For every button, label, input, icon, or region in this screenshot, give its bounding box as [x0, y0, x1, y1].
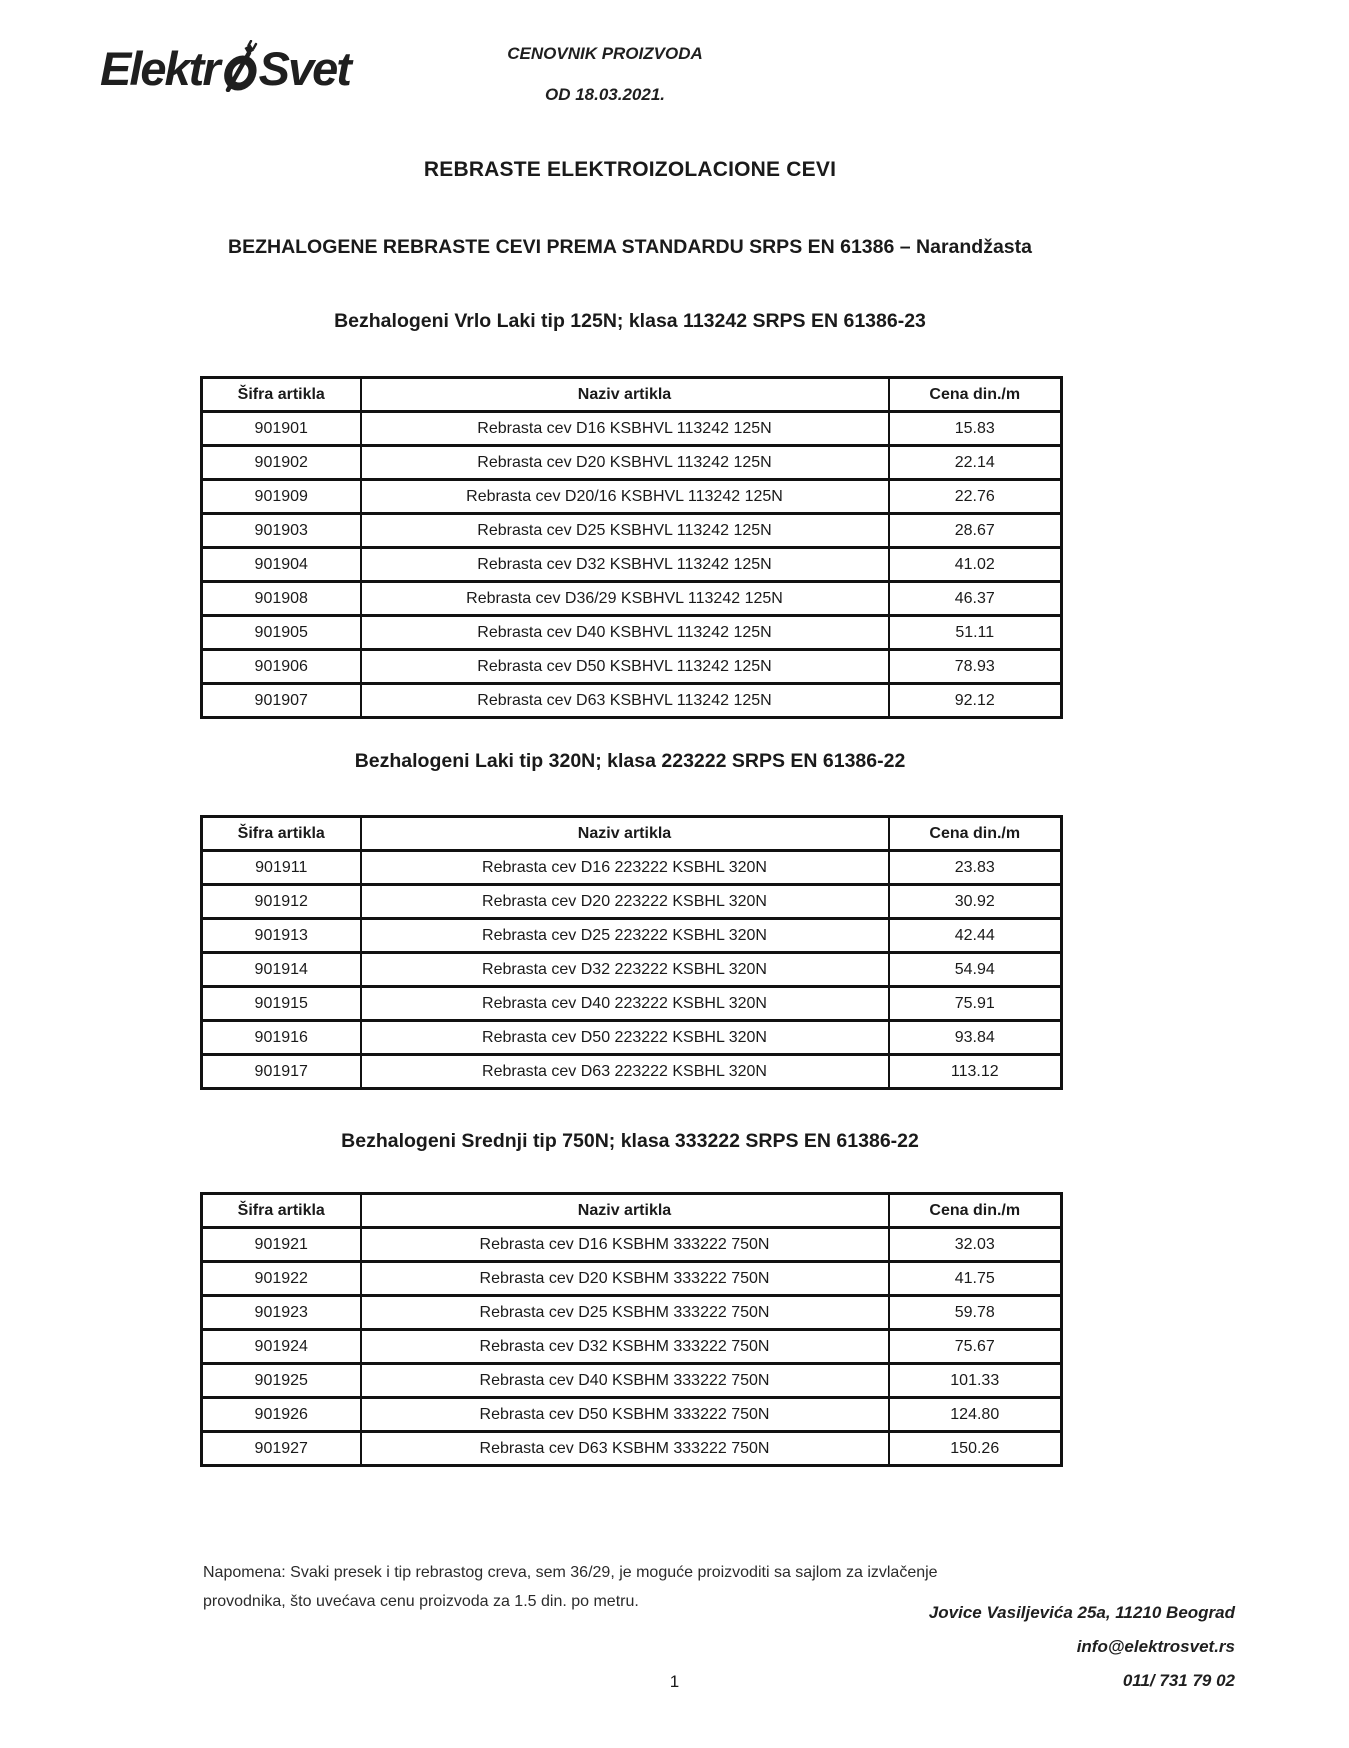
item-price: 113.12	[889, 1055, 1062, 1089]
item-name: Rebrasta cev D20/16 KSBHVL 113242 125N	[361, 480, 889, 514]
item-name: Rebrasta cev D16 KSBHM 333222 750N	[361, 1228, 889, 1262]
contact-address: Jovice Vasiljevića 25a, 11210 Beograd	[928, 1603, 1235, 1622]
table-row	[202, 1296, 1062, 1330]
table-row	[202, 1262, 1062, 1296]
table-row	[202, 1398, 1062, 1432]
plug-icon	[222, 40, 258, 103]
item-name: Rebrasta cev D63 223222 KSBHL 320N	[361, 1055, 889, 1089]
item-price: 22.14	[889, 446, 1062, 480]
table-row	[202, 1432, 1062, 1466]
section-title-2: Bezhalogeni Laki tip 320N; klasa 223222 SRPS EN 61386-22	[354, 750, 906, 772]
item-price: 124.80	[889, 1398, 1062, 1432]
price-table-1	[200, 376, 1063, 719]
table-header-row	[202, 378, 1062, 412]
logo-text-left: Elektr	[100, 42, 219, 95]
table-header-row	[202, 1194, 1062, 1228]
table-row	[202, 953, 1062, 987]
item-name: Rebrasta cev D25 KSBHVL 113242 125N	[361, 514, 889, 548]
item-code: 901901	[202, 412, 361, 446]
item-name: Rebrasta cev D40 KSBHM 333222 750N	[361, 1364, 889, 1398]
item-name: Rebrasta cev D40 KSBHVL 113242 125N	[361, 616, 889, 650]
table-row	[202, 1055, 1062, 1089]
item-code: 901927	[202, 1432, 361, 1466]
contact-phone: 011/ 731 79 02	[1122, 1671, 1235, 1690]
item-code: 901907	[202, 684, 361, 718]
table-row	[202, 650, 1062, 684]
document-date: OD 18.03.2021.	[544, 85, 666, 104]
item-price: 78.93	[889, 650, 1062, 684]
column-header-name: Naziv artikla	[361, 1194, 889, 1228]
category-title: BEZHALOGENE REBRASTE CEVI PREMA STANDARDU SRPS EN 61386 – Narandžasta	[227, 236, 1032, 258]
column-header-price: Cena din./m	[889, 1194, 1062, 1228]
item-code: 901915	[202, 987, 361, 1021]
item-code: 901906	[202, 650, 361, 684]
item-code: 901914	[202, 953, 361, 987]
table-row	[202, 684, 1062, 718]
item-price: 30.92	[889, 885, 1062, 919]
item-code: 901913	[202, 919, 361, 953]
item-code: 901917	[202, 1055, 361, 1089]
item-price: 22.76	[889, 480, 1062, 514]
item-code: 901911	[202, 851, 361, 885]
column-header-code: Šifra artikla	[202, 1194, 361, 1228]
item-name: Rebrasta cev D40 223222 KSBHL 320N	[361, 987, 889, 1021]
column-header-name: Naziv artikla	[361, 378, 889, 412]
item-name: Rebrasta cev D20 223222 KSBHL 320N	[361, 885, 889, 919]
item-price: 41.02	[889, 548, 1062, 582]
item-name: Rebrasta cev D16 223222 KSBHL 320N	[361, 851, 889, 885]
contact-email: info@elektrosvet.rs	[1076, 1637, 1235, 1656]
table-row	[202, 1330, 1062, 1364]
table-row	[202, 1364, 1062, 1398]
item-price: 75.67	[889, 1330, 1062, 1364]
item-price: 41.75	[889, 1262, 1062, 1296]
item-name: Rebrasta cev D25 KSBHM 333222 750N	[361, 1296, 889, 1330]
table-header-row	[202, 817, 1062, 851]
item-price: 15.83	[889, 412, 1062, 446]
item-name: Rebrasta cev D63 KSBHVL 113242 125N	[361, 684, 889, 718]
item-name: Rebrasta cev D63 KSBHM 333222 750N	[361, 1432, 889, 1466]
column-header-price: Cena din./m	[889, 378, 1062, 412]
item-code: 901923	[202, 1296, 361, 1330]
item-name: Rebrasta cev D25 223222 KSBHL 320N	[361, 919, 889, 953]
table-row	[202, 582, 1062, 616]
item-price: 93.84	[889, 1021, 1062, 1055]
section-title-3: Bezhalogeni Srednji tip 750N; klasa 333222 SRPS EN 61386-22	[341, 1130, 919, 1152]
item-price: 92.12	[889, 684, 1062, 718]
table-row	[202, 514, 1062, 548]
table-row	[202, 1021, 1062, 1055]
footnote-line-1: Napomena: Svaki presek i tip rebrastog creva, sem 36/29, je moguće proizvoditi sa sajlom za izvlačenje	[203, 1564, 938, 1581]
footnote-line-2: provodnika, što uvećava cenu proizvoda za 1.5 din. po metru.	[203, 1593, 639, 1610]
item-code: 901912	[202, 885, 361, 919]
item-name: Rebrasta cev D50 KSBHVL 113242 125N	[361, 650, 889, 684]
table-row	[202, 548, 1062, 582]
table-row	[202, 987, 1062, 1021]
price-table-3	[200, 1192, 1063, 1467]
item-price: 42.44	[889, 919, 1062, 953]
column-header-code: Šifra artikla	[202, 378, 361, 412]
item-code: 901926	[202, 1398, 361, 1432]
item-name: Rebrasta cev D50 223222 KSBHL 320N	[361, 1021, 889, 1055]
item-price: 150.26	[889, 1432, 1062, 1466]
page-title: REBRASTE ELEKTROIZOLACIONE CEVI	[423, 158, 837, 181]
item-name: Rebrasta cev D20 KSBHM 333222 750N	[361, 1262, 889, 1296]
column-header-price: Cena din./m	[889, 817, 1062, 851]
page-number: 1	[669, 1672, 680, 1691]
table-row	[202, 446, 1062, 480]
item-name: Rebrasta cev D32 KSBHM 333222 750N	[361, 1330, 889, 1364]
item-code: 901902	[202, 446, 361, 480]
item-name: Rebrasta cev D20 KSBHVL 113242 125N	[361, 446, 889, 480]
logo-text-right: Svet	[258, 42, 350, 95]
table-row	[202, 412, 1062, 446]
item-price: 46.37	[889, 582, 1062, 616]
item-price: 59.78	[889, 1296, 1062, 1330]
item-price: 101.33	[889, 1364, 1062, 1398]
table-row	[202, 919, 1062, 953]
item-price: 54.94	[889, 953, 1062, 987]
item-name: Rebrasta cev D50 KSBHM 333222 750N	[361, 1398, 889, 1432]
item-name: Rebrasta cev D36/29 KSBHVL 113242 125N	[361, 582, 889, 616]
item-name: Rebrasta cev D32 223222 KSBHL 320N	[361, 953, 889, 987]
item-code: 901903	[202, 514, 361, 548]
item-name: Rebrasta cev D16 KSBHVL 113242 125N	[361, 412, 889, 446]
item-code: 901925	[202, 1364, 361, 1398]
item-code: 901909	[202, 480, 361, 514]
document-title: CENOVNIK PROIZVODA	[507, 44, 703, 63]
price-table-2	[200, 815, 1063, 1090]
item-price: 23.83	[889, 851, 1062, 885]
item-price: 51.11	[889, 616, 1062, 650]
column-header-name: Naziv artikla	[361, 817, 889, 851]
item-code: 901904	[202, 548, 361, 582]
item-price: 32.03	[889, 1228, 1062, 1262]
section-title-1: Bezhalogeni Vrlo Laki tip 125N; klasa 113242 SRPS EN 61386-23	[334, 310, 926, 332]
table-row	[202, 616, 1062, 650]
item-code: 901916	[202, 1021, 361, 1055]
item-code: 901922	[202, 1262, 361, 1296]
table-row	[202, 851, 1062, 885]
item-price: 28.67	[889, 514, 1062, 548]
item-name: Rebrasta cev D32 KSBHVL 113242 125N	[361, 548, 889, 582]
item-price: 75.91	[889, 987, 1062, 1021]
table-row	[202, 885, 1062, 919]
item-code: 901908	[202, 582, 361, 616]
item-code: 901905	[202, 616, 361, 650]
table-row	[202, 1228, 1062, 1262]
company-logo	[100, 34, 350, 103]
item-code: 901921	[202, 1228, 361, 1262]
table-row	[202, 480, 1062, 514]
document-meta	[430, 44, 780, 105]
column-header-code: Šifra artikla	[202, 817, 361, 851]
item-code: 901924	[202, 1330, 361, 1364]
